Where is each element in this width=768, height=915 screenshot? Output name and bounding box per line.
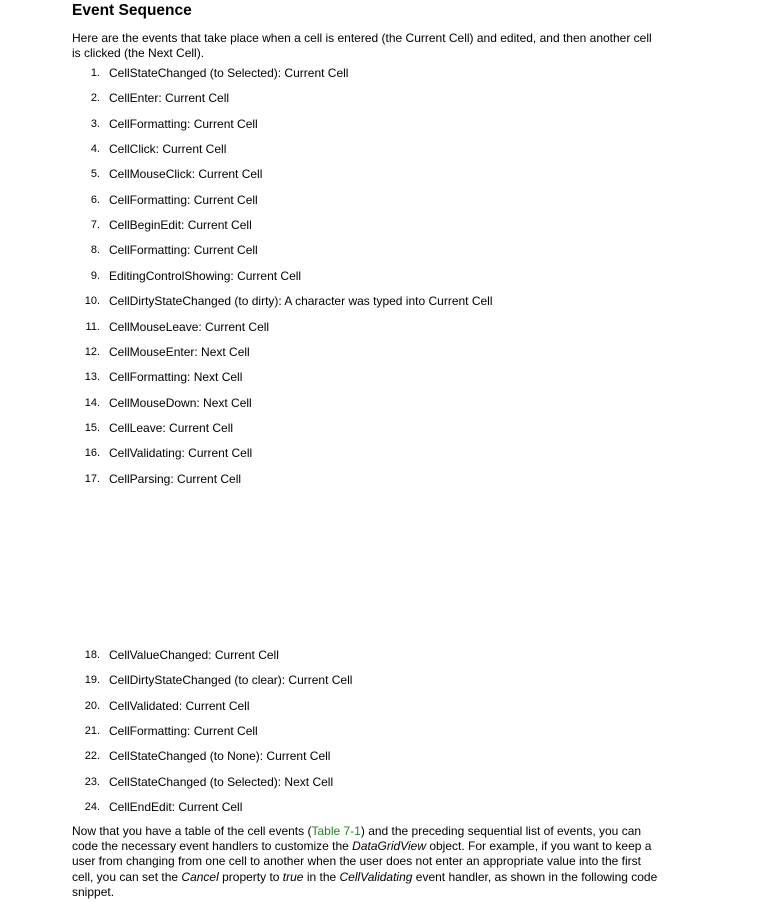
event-text: CellStateChanged (to None): Current Cell [109, 749, 331, 764]
event-list-item [0, 293, 600, 309]
event-list-item [0, 774, 600, 790]
event-list-item [0, 420, 600, 436]
event-list-item [0, 90, 600, 106]
event-list-item [0, 242, 600, 258]
event-text: CellBeginEdit: Current Cell [109, 218, 252, 233]
event-text: CellMouseClick: Current Cell [109, 167, 263, 182]
event-number: 1. [90, 67, 100, 79]
event-number: 11. [85, 320, 100, 333]
table-7-1-link[interactable]: Table 7-1 [311, 824, 361, 838]
event-number: 19. [84, 674, 100, 687]
event-text: CellFormatting: Current Cell [109, 192, 258, 207]
event-number: 24. [84, 801, 100, 814]
event-list-item [0, 192, 600, 208]
event-list-item [0, 748, 600, 764]
event-list-item [0, 319, 600, 335]
event-number: 14. [84, 396, 100, 409]
event-text: CellDirtyStateChanged (to dirty): A character was typed into Current Cell [109, 294, 493, 309]
event-number: 13. [84, 371, 100, 384]
event-text: CellMouseEnter: Next Cell [109, 344, 250, 359]
event-list-item [0, 268, 600, 284]
event-number: 15. [84, 421, 100, 434]
outro-text: Now that you have a table of the cell events ( [72, 824, 312, 838]
outro-emphasis: true [282, 869, 304, 884]
section-heading: Event Sequence [72, 2, 192, 19]
event-list-item [0, 799, 600, 815]
event-list-item [0, 217, 600, 233]
event-text: CellFormatting: Next Cell [109, 370, 243, 385]
event-list-item [0, 698, 600, 714]
outro-paragraph [72, 824, 662, 900]
event-list-item [0, 166, 600, 182]
event-number: 23. [84, 775, 100, 788]
event-list-item [0, 647, 600, 663]
outro-emphasis: DataGridView [352, 839, 426, 854]
event-number: 4. [90, 143, 100, 156]
event-list-item [0, 445, 600, 461]
event-list-item [0, 672, 600, 688]
event-number: 3. [90, 117, 100, 130]
intro-paragraph: Here are the events that take place when a cell is entered (the Current Cell) and edited, and then another cell is clicked (the Next Cell). [72, 31, 652, 60]
outro-text: in the [303, 869, 340, 884]
event-text: CellMouseLeave: Current Cell [109, 319, 270, 334]
outro-emphasis: CellValidating [339, 869, 413, 884]
outro-text: property to [218, 869, 283, 884]
event-number: 9. [90, 269, 100, 282]
event-text: EditingControlShowing: Current Cell [109, 268, 302, 283]
event-number: 8. [90, 244, 100, 257]
event-text: CellClick: Current Cell [109, 142, 227, 157]
event-text: CellValueChanged: Current Cell [109, 648, 279, 662]
outro-text: object. For example, if you want to keep a user from changing from one cell to another when the user does not enter an appropriate value into the first cell, you can set the [72, 839, 652, 884]
event-number: 16. [84, 447, 100, 460]
event-text: CellFormatting: Current Cell [109, 116, 258, 131]
event-text: CellParsing: Current Cell [109, 471, 242, 486]
event-text: CellLeave: Current Cell [109, 420, 234, 435]
event-list-item [0, 395, 600, 411]
event-number: 7. [90, 219, 100, 232]
event-number: 5. [90, 168, 100, 181]
outro-text: ) and the preceding sequential list of events, you can code the necessary event handlers to customize the [72, 824, 642, 854]
event-list-item [0, 116, 600, 132]
event-list-item [0, 471, 600, 487]
event-text: CellDirtyStateChanged (to clear): Current Cell [109, 673, 353, 688]
event-number: 18. [84, 649, 100, 661]
event-text: CellFormatting: Current Cell [109, 243, 258, 258]
event-text: CellEnter: Current Cell [109, 91, 230, 106]
event-text: CellValidated: Current Cell [109, 698, 250, 713]
event-number: 21. [84, 725, 100, 738]
event-text: CellStateChanged (to Selected): Current Cell [109, 66, 349, 80]
event-list-item [0, 723, 600, 739]
event-number: 17. [84, 472, 100, 485]
event-text: CellFormatting: Current Cell [109, 724, 258, 739]
event-number: 20. [84, 699, 100, 712]
event-text: CellStateChanged (to Selected): Next Cell [109, 774, 334, 789]
event-text: CellValidating: Current Cell [109, 446, 253, 461]
event-number: 22. [84, 750, 100, 763]
outro-text: event handler, as shown in the following code snippet. [72, 869, 658, 899]
event-list-item [0, 344, 600, 360]
event-number: 2. [90, 92, 100, 105]
event-list-item [0, 141, 600, 157]
event-text: CellEndEdit: Current Cell [109, 800, 243, 815]
event-number: 10. [84, 295, 100, 308]
event-text: CellMouseDown: Next Cell [109, 395, 252, 410]
outro-emphasis: Cancel [181, 869, 219, 884]
event-number: 12. [84, 345, 100, 358]
event-number: 6. [90, 193, 100, 206]
event-list-item [0, 369, 600, 385]
event-list-item [0, 65, 600, 81]
